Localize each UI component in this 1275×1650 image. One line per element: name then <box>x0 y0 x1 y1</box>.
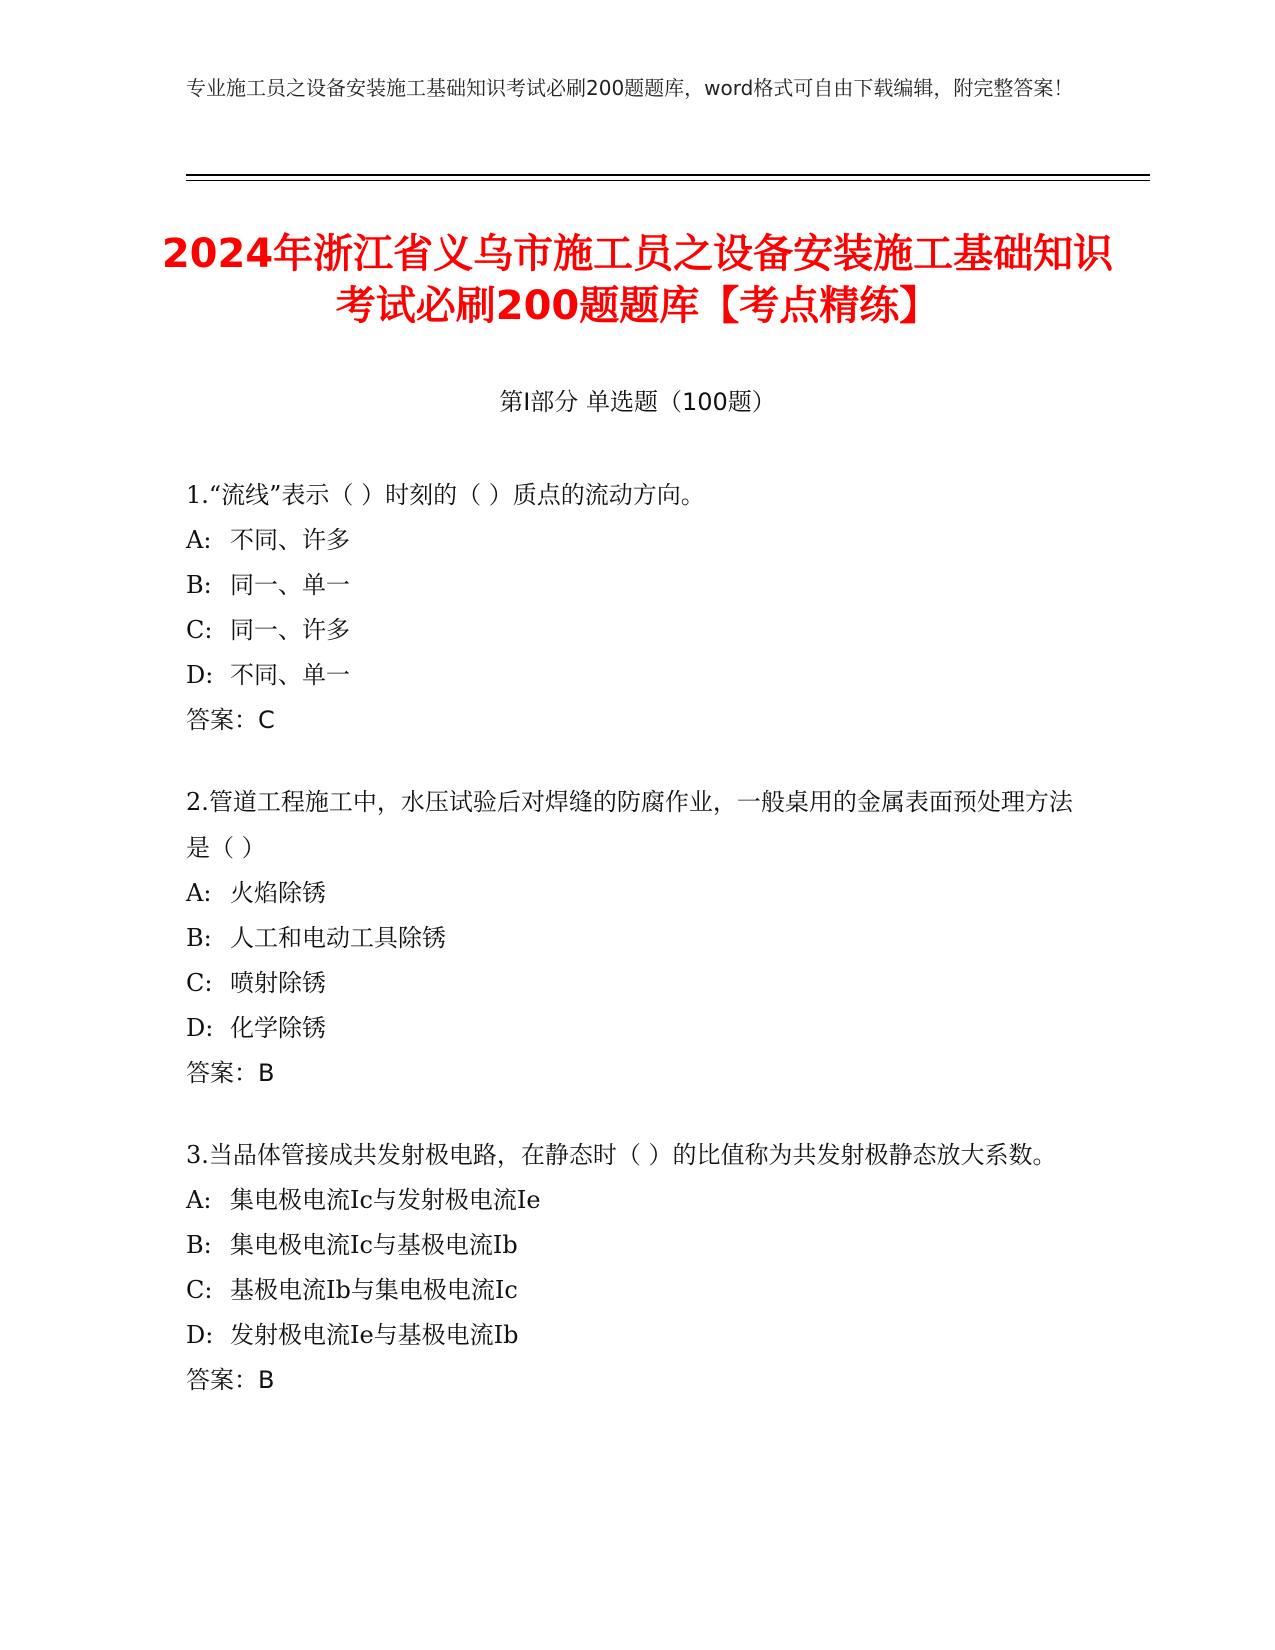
option-d <box>186 1006 1086 1051</box>
option-c <box>186 961 1086 1006</box>
option-c <box>186 608 1086 653</box>
option-a <box>186 518 1086 563</box>
answer-line: 答案：B <box>186 1366 275 1394</box>
option-text: 发射极电流Ie与基极电流Ib <box>230 1321 519 1349</box>
option-letter: A: <box>186 526 212 554</box>
header-note: 专业施工员之设备安装施工基础知识考试必刷200题题库，word格式可自由下载编辑，附完整答案！ <box>186 76 1074 100</box>
question-1 <box>186 472 1086 743</box>
option-c <box>186 1268 1086 1313</box>
question-stem: 1.“流线”表示（ ）时刻的（ ）质点的流动方向。 <box>186 481 705 509</box>
question-stem: 2.管道工程施工中，水压试验后对焊缝的防腐作业，一般桌用的金属表面预处理方法是（ ） <box>186 788 1073 862</box>
option-letter: D: <box>186 1321 214 1349</box>
option-letter: D: <box>186 1014 214 1042</box>
option-letter: B: <box>186 924 212 952</box>
document-title: 2024年浙江省义乌市施工员之设备安装施工基础知识考试必刷200题题库【考点精练】 <box>161 231 1114 329</box>
question-2 <box>186 779 1086 1096</box>
option-a <box>186 871 1086 916</box>
option-letter: A: <box>186 1186 212 1214</box>
option-text: 基极电流Ib与集电极电流Ic <box>230 1276 518 1304</box>
option-text: 集电极电流Ic与基极电流Ib <box>230 1231 518 1259</box>
section-heading: 第I部分 单选题（100题） <box>499 388 776 416</box>
question-stem: 3.当品体管接成共发射极电路，在静态时（ ）的比值称为共发射极静态放大系数。 <box>186 1141 1057 1169</box>
option-text: 人工和电动工具除锈 <box>230 924 446 952</box>
option-text: 不同、许多 <box>230 526 350 554</box>
question-list <box>186 472 1086 1439</box>
option-text: 化学除锈 <box>230 1014 326 1042</box>
option-text: 火焰除锈 <box>230 879 326 907</box>
option-letter: B: <box>186 1231 212 1259</box>
option-b <box>186 916 1086 961</box>
option-d <box>186 653 1086 698</box>
option-text: 集电极电流Ic与发射极电流Ie <box>230 1186 541 1214</box>
option-letter: C: <box>186 1276 213 1304</box>
option-letter: A: <box>186 879 212 907</box>
option-b <box>186 1223 1086 1268</box>
header-divider-thin <box>186 180 1150 181</box>
option-d <box>186 1313 1086 1358</box>
answer-line: 答案：B <box>186 1059 275 1087</box>
option-b <box>186 563 1086 608</box>
option-text: 不同、单一 <box>230 661 350 689</box>
option-letter: C: <box>186 969 213 997</box>
option-text: 同一、许多 <box>230 616 350 644</box>
header-divider-thick <box>186 174 1150 176</box>
option-a <box>186 1178 1086 1223</box>
option-letter: C: <box>186 616 213 644</box>
option-letter: D: <box>186 661 214 689</box>
question-3 <box>186 1132 1086 1403</box>
option-text: 喷射除锈 <box>230 969 326 997</box>
option-text: 同一、单一 <box>230 571 350 599</box>
answer-line: 答案：C <box>186 706 275 734</box>
option-letter: B: <box>186 571 212 599</box>
